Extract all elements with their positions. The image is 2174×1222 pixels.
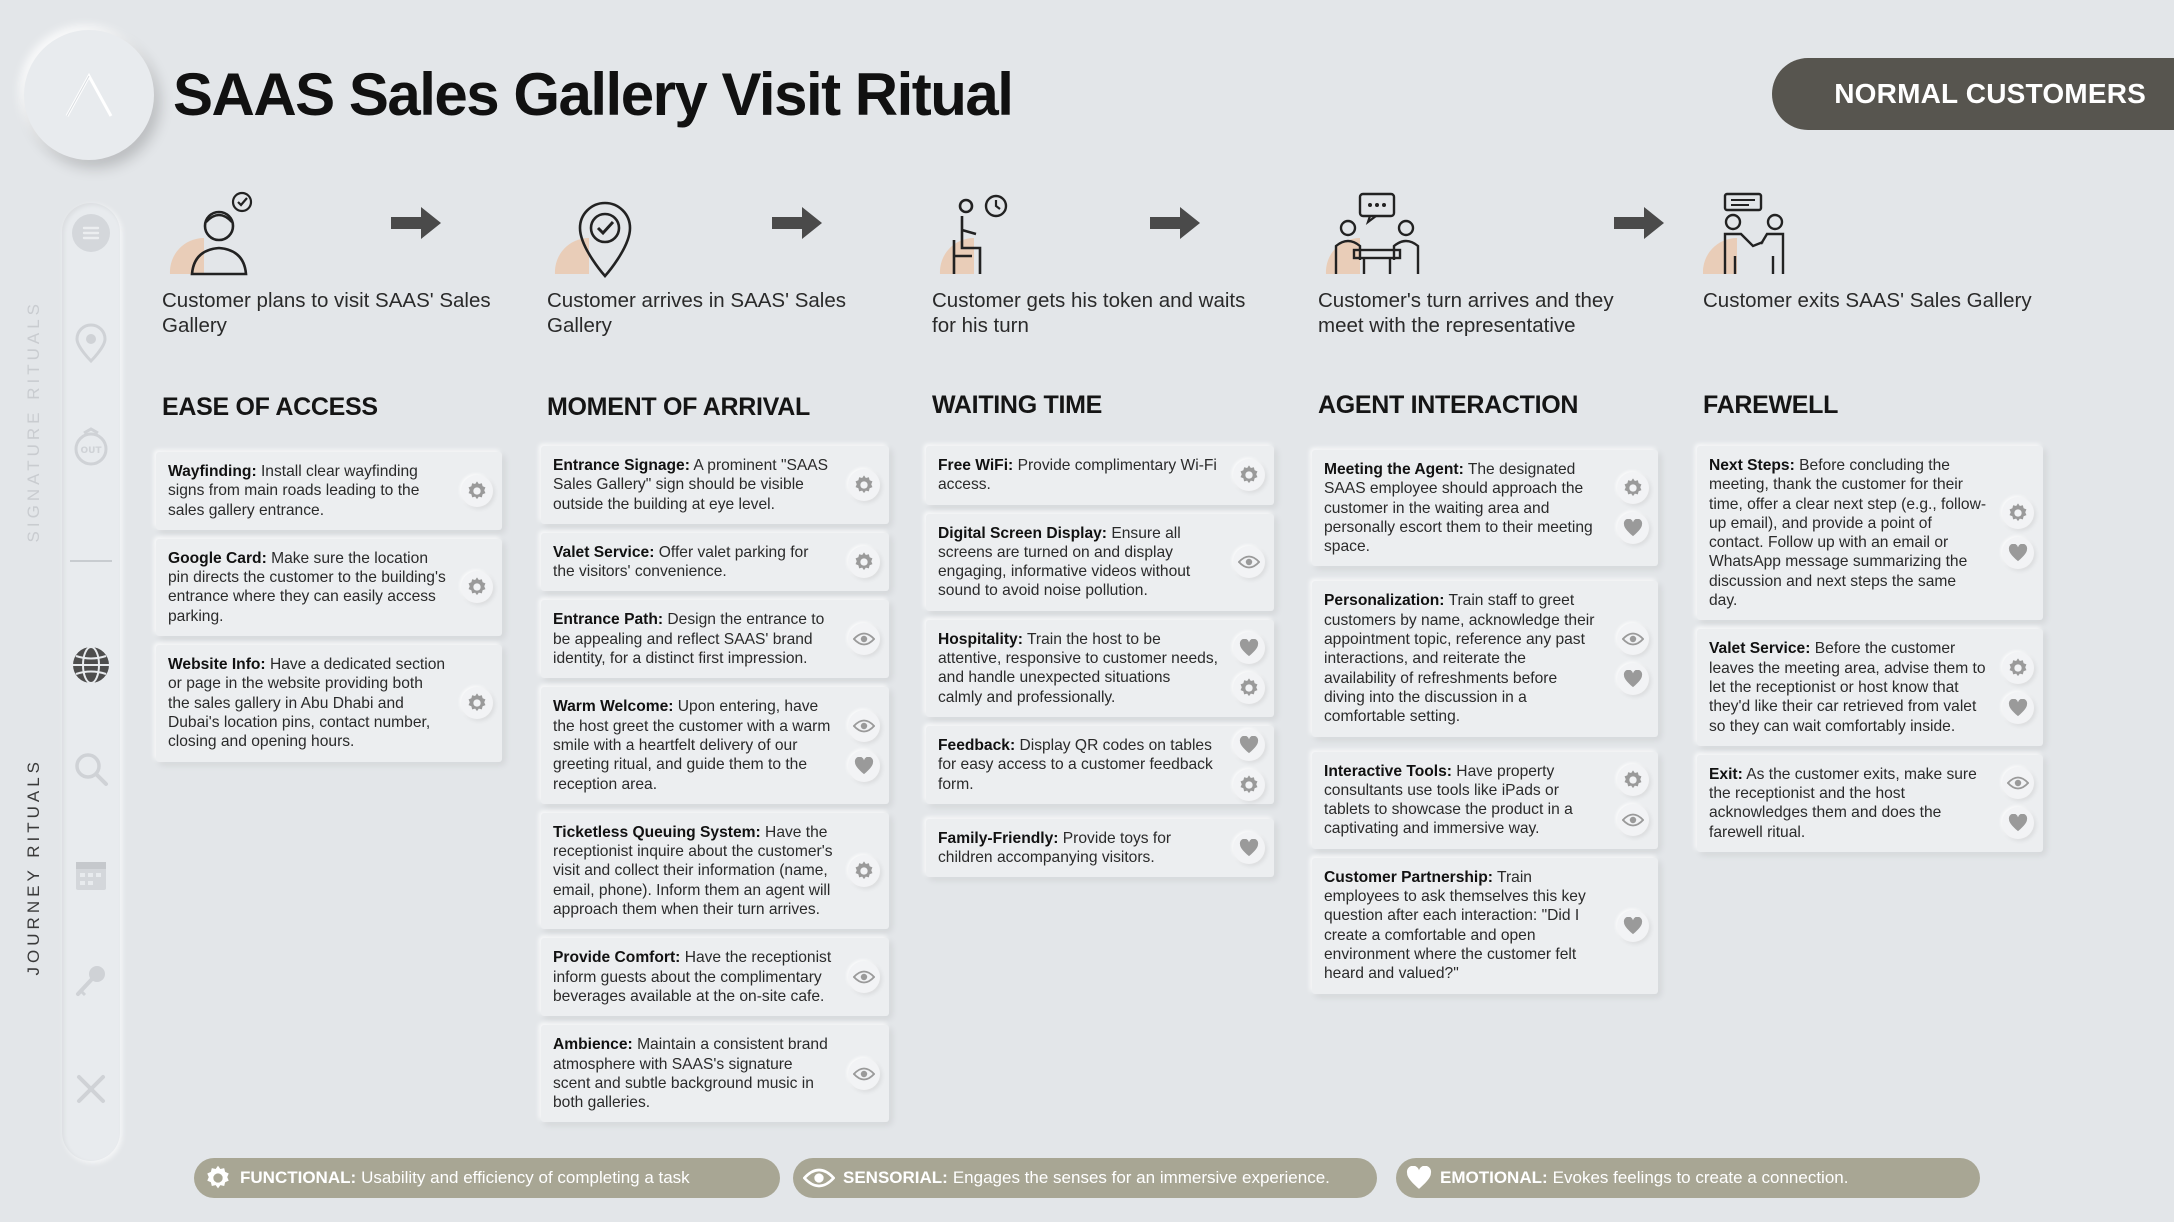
legend-text: Usability and efficiency of completing a task (361, 1168, 690, 1187)
card-title: Wayfinding: (168, 463, 257, 480)
card-title: Entrance Path: (553, 611, 664, 629)
gear-icon (1233, 672, 1265, 704)
globe-icon[interactable] (70, 644, 112, 686)
ritual-card[interactable] (1312, 858, 1658, 994)
card-title: Warm Welcome: (553, 698, 674, 716)
card-text: Have the receptionist inquire about the customer's visit and collect their information (name, email, phone). Inform them an agent will approach them when their turn arrives. (553, 823, 833, 919)
card-title: Next Steps: (1709, 457, 1795, 474)
card-title: Valet Service: (1709, 640, 1811, 658)
card-title: Ambience: (553, 1036, 633, 1054)
card-text: Provide complimentary Wi-Fi access. (938, 457, 1217, 494)
location-pin-icon[interactable] (70, 322, 112, 364)
handshake-exit-icon (1703, 190, 1813, 280)
card-text: A prominent "SAAS Sales Gallery" sign should be visible outside the building at eye level. (553, 457, 829, 513)
card-text: Train staff to greet customers by name, acknowledge their appointment topic, reference any past interactions, and reiterate the availability of refreshments before diving into the discussion in a comfortable setting. (1324, 592, 1595, 726)
arrow-right-icon (770, 203, 824, 243)
heart-icon (1233, 632, 1265, 664)
card-text: Have property consultants use tools like iPads or tablets to showcase the product in a captivating and immersive way. (1324, 762, 1573, 838)
ritual-card[interactable] (1697, 629, 2043, 745)
page-title: SAAS Sales Gallery Visit Ritual (173, 61, 1013, 128)
heart-icon (2002, 537, 2034, 569)
eye-icon (848, 961, 880, 993)
legend-title: EMOTIONAL: (1440, 1168, 1548, 1187)
menu-icon[interactable] (70, 212, 112, 254)
card-title: Exit: (1709, 765, 1743, 783)
gear-icon (848, 855, 880, 887)
ritual-card[interactable] (1697, 755, 2043, 852)
card-text: Provide toys for children accompanying visitors. (938, 829, 1172, 867)
ritual-card[interactable] (541, 938, 889, 1016)
gear-icon (1233, 769, 1265, 801)
legend-title: FUNCTIONAL: (240, 1168, 357, 1187)
card-text: Design the entrance to be appealing and reflect SAAS' brand identity, for a distinct first impression. (553, 611, 825, 668)
gear-icon (1617, 472, 1649, 504)
ritual-card[interactable] (1312, 581, 1658, 736)
card-title: Family-Friendly: (938, 829, 1059, 847)
step-description: Customer exits SAAS' Sales Gallery (1703, 289, 2032, 312)
location-check-icon (547, 190, 657, 280)
eye-icon (803, 1167, 835, 1189)
gear-icon (461, 571, 493, 603)
legend-text: Engages the senses for an immersive experience. (952, 1168, 1330, 1187)
ritual-card[interactable] (541, 687, 889, 803)
heart-icon (1233, 832, 1265, 864)
ritual-card-list (156, 452, 502, 762)
legend-text: Evokes feelings to create a connection. (1552, 1168, 1849, 1187)
card-title: Meeting the Agent: (1324, 461, 1464, 478)
brand-logo (24, 30, 154, 160)
card-text: Train the host to be attentive, responsive to customer needs, and handle unexpected situations calmly and professionally. (938, 630, 1218, 706)
card-text: Maintain a consistent brand atmosphere with SAAS's signature scent and subtle background music in both galleries. (553, 1036, 828, 1112)
card-title: Personalization: (1324, 592, 1445, 610)
ritual-card[interactable] (1697, 446, 2043, 620)
eye-icon (2002, 767, 2034, 799)
card-title: Customer Partnership: (1324, 868, 1493, 886)
card-text: Make sure the location pin directs the customer to the building's entrance where they can easily access parking. (168, 549, 446, 625)
card-text: As the customer exits, make sure the receptionist and the host acknowledges them and does the farewell ritual. (1709, 765, 1977, 841)
key-icon[interactable] (70, 960, 112, 1002)
sidebar-divider (70, 560, 112, 562)
arrow-right-icon (1612, 203, 1666, 243)
person-waiting-icon (932, 190, 1042, 280)
card-title: Free WiFi: (938, 457, 1014, 474)
arrow-right-icon (1148, 203, 1202, 243)
phase-title: EASE OF ACCESS (162, 393, 378, 421)
gear-icon (2002, 652, 2034, 684)
step-description: Customer arrives in SAAS' Sales Gallery (547, 289, 846, 337)
phase-title: FAREWELL (1703, 391, 1839, 419)
card-title: Feedback: (938, 736, 1016, 754)
card-text: Before the customer leaves the meeting area, advise them to let the receptionist or host know that they'd like their car retrieved from valet so they can wait comfortably inside. (1709, 640, 1986, 735)
card-title: Valet Service: (553, 543, 655, 561)
ritual-card[interactable] (926, 620, 1274, 717)
ritual-card[interactable] (156, 645, 502, 761)
heart-icon (1406, 1166, 1432, 1190)
eye-icon (848, 710, 880, 742)
person-check-icon (162, 190, 272, 280)
heart-icon (1233, 729, 1265, 761)
ritual-card[interactable] (926, 819, 1274, 878)
heart-icon (848, 750, 880, 782)
gear-icon (461, 475, 493, 507)
ritual-card[interactable] (541, 446, 889, 524)
search-icon[interactable] (70, 748, 112, 790)
legend-emotional (1396, 1158, 1980, 1198)
card-title: Ticketless Queuing System: (553, 823, 761, 841)
card-title: Website Info: (168, 656, 266, 674)
eye-icon (1233, 546, 1265, 578)
ritual-card[interactable] (156, 539, 502, 636)
ritual-card[interactable] (926, 446, 1274, 505)
card-text: Train employees to ask themselves this key question after each interaction: "Did I create a comfortable and open environment where the customer felt heard and valued?" (1324, 868, 1586, 983)
calendar-icon[interactable] (70, 854, 112, 896)
ritual-card[interactable] (926, 726, 1274, 804)
legend-sensorial (793, 1158, 1377, 1198)
phase-title: AGENT INTERACTION (1318, 391, 1579, 419)
card-title: Digital Screen Display: (938, 524, 1107, 542)
segment-badge[interactable]: NORMAL CUSTOMERS (1772, 58, 2174, 130)
card-title: Interactive Tools: (1324, 762, 1452, 780)
gear-icon (1233, 459, 1265, 491)
ritual-card[interactable] (541, 600, 889, 678)
card-text: Upon entering, have the host greet the customer with a warm smile with a heartfelt delivery of our greeting ritual, and guide them to the reception area. (553, 698, 831, 793)
phase-title: MOMENT OF ARRIVAL (547, 393, 810, 421)
eye-icon (848, 623, 880, 655)
tools-icon[interactable] (70, 1068, 112, 1110)
journey-rituals-label[interactable]: JOURNEY RITUALS (24, 758, 43, 976)
heart-icon (1617, 663, 1649, 695)
gear-icon (848, 546, 880, 578)
card-text: Have the receptionist inform guests about the complimentary beverages available at the on-site cafe. (553, 949, 832, 1005)
svg-text:OUT: OUT (80, 446, 102, 456)
card-title: Entrance Signage: (553, 457, 690, 474)
heart-icon (2002, 807, 2034, 839)
legend-title: SENSORIAL: (843, 1168, 948, 1187)
eye-icon (1617, 804, 1649, 836)
card-text: Display QR codes on tables for easy access to a customer feedback form. (938, 736, 1213, 793)
ritual-card[interactable] (1312, 752, 1658, 849)
step-description: Customer's turn arrives and they meet with the representative (1318, 289, 1614, 337)
ritual-card-list (1697, 446, 2043, 852)
gear-icon (461, 687, 493, 719)
card-text: The designated SAAS employee should approach the customer in the waiting area and personally escort them to their meeting space. (1324, 461, 1593, 556)
legend-functional (194, 1158, 780, 1198)
step-description: Customer plans to visit SAAS' Sales Gallery (162, 289, 491, 337)
step-description: Customer gets his token and waits for his turn (932, 289, 1246, 337)
ritual-card[interactable] (541, 533, 889, 592)
gear-icon (1617, 764, 1649, 796)
ritual-card-list (926, 446, 1274, 877)
eye-icon (1617, 623, 1649, 655)
meeting-icon (1318, 190, 1428, 280)
card-text: Before concluding the meeting, thank the customer for their time, offer a clear next step (e.g., follow-up email), and provide a point of contact. Follow up with an email or WhatsApp message summarizing the discussion and next steps the same day. (1709, 457, 1987, 610)
ritual-card-list (1312, 450, 1658, 994)
card-text: Install clear wayfinding signs from main roads leading to the sales gallery entrance. (168, 463, 420, 519)
ritual-card[interactable] (926, 514, 1274, 611)
card-title: Provide Comfort: (553, 949, 681, 967)
ritual-card[interactable] (156, 452, 502, 530)
gear-icon (2002, 497, 2034, 529)
heart-icon (1617, 512, 1649, 544)
eye-icon (848, 1058, 880, 1090)
gear-icon (848, 469, 880, 501)
card-title: Google Card: (168, 549, 267, 567)
card-title: Hospitality: (938, 630, 1023, 648)
out-icon[interactable] (70, 426, 112, 468)
gear-icon (204, 1164, 232, 1192)
heart-icon (2002, 692, 2034, 724)
signature-rituals-label[interactable]: SIGNATURE RITUALS (24, 300, 43, 543)
arrow-right-icon (389, 203, 443, 243)
ritual-card[interactable] (541, 1025, 889, 1122)
heart-icon (1617, 910, 1649, 942)
card-text: Ensure all screens are turned on and display engaging, informative videos without sound to avoid noise pollution. (938, 524, 1191, 600)
ritual-card[interactable] (541, 813, 889, 929)
logo-mark-icon (63, 72, 115, 118)
card-text: Have a dedicated section or page in the website providing both the sales gallery in Abu Dhabi and Dubai's location pins, contact number, closing and opening hours. (168, 656, 446, 751)
card-text: Offer valet parking for the visitors' convenience. (553, 543, 809, 581)
ritual-card[interactable] (1312, 450, 1658, 566)
ritual-card-list (541, 446, 889, 1122)
phase-title: WAITING TIME (932, 391, 1102, 419)
